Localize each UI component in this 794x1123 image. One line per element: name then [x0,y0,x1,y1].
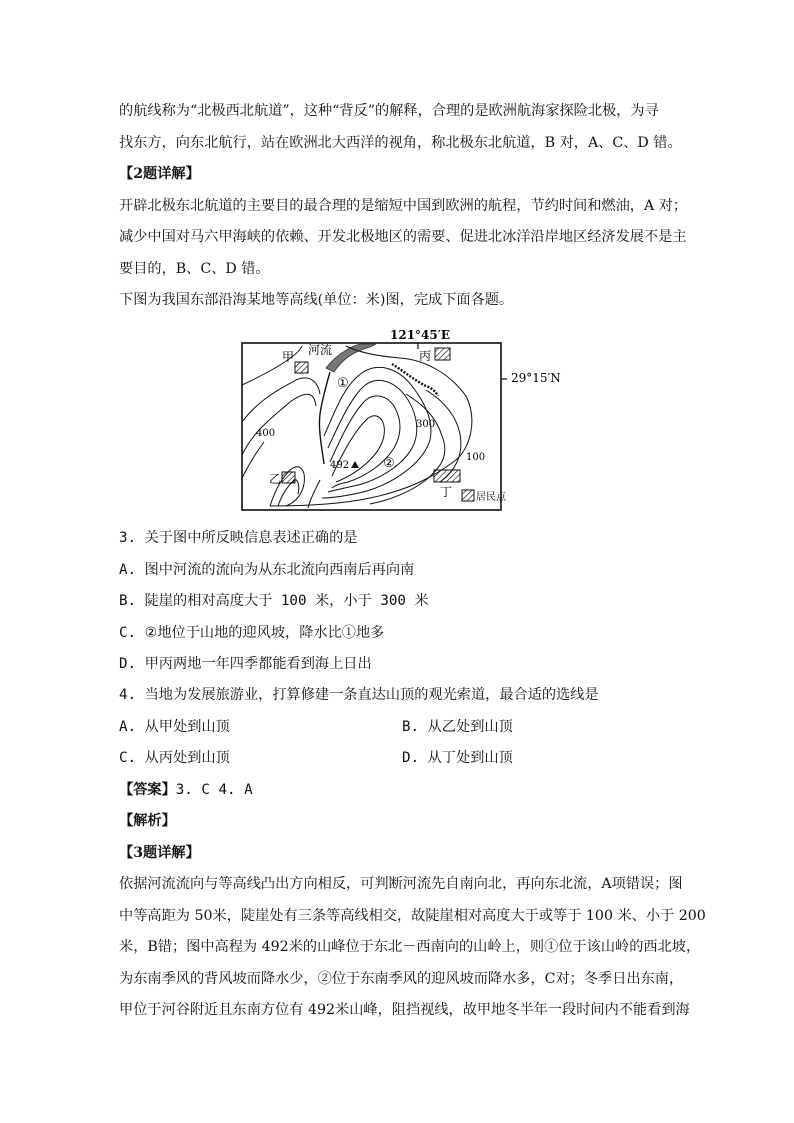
answer-line [119,780,253,800]
settlement-ding [434,470,460,482]
question-intro: 下图为我国东部沿海某地等高线(单位：米)图，完成下面各题。 [119,292,514,308]
option-4d: D. 从丁处到山顶 [402,750,513,766]
paragraph-line: 为东南季风的背风坡而降水少，②位于东南季风的迎风坡而降水多，C对；冬季日出东南， [119,971,684,987]
peak-icon [351,461,359,468]
option-3c: C. ②地位于山地的迎风坡，降水比①地多 [119,625,385,641]
question-3: 3. 关于图中所反映信息表述正确的是 [119,530,358,546]
option-3b: B. 陡崖的相对高度大于 100 米，小于 300 米 [119,593,429,609]
option-4b: B. 从乙处到山顶 [402,719,513,735]
paragraph-line: 减少中国对马六甲海峡的依赖、开发北极地区的需要、促进北冰洋沿岸地区经济发展不是主 [119,229,687,245]
marker-1: ① [337,376,349,391]
legend-settlement-icon [462,490,474,501]
section-heading: 【2题详解】 [119,166,200,182]
answer-label: 【答案】 [119,782,176,798]
answer-text: 3. C 4. A [175,782,253,798]
peak-elevation: 492 [330,460,350,471]
label-yi: 乙 [269,472,282,486]
option-4a: A. 从甲处到山顶 [119,719,230,735]
paragraph-line: 米，B错；图中高程为 492米的山峰位于东北－西南向的山岭上，则①位于该山岭的西北坡， [119,939,701,955]
settlement-yi [282,472,295,483]
cliff-symbol [392,364,438,396]
contour-map [230,328,561,520]
analysis-heading: 【解析】 [119,813,176,829]
contour-label-400: 400 [256,428,276,439]
paragraph-line: 甲位于河谷附近且东南方位有 492米山峰，阻挡视线，故甲地冬半年一段时间内不能看到海 [119,1002,690,1018]
settlement-bing [435,348,450,360]
section-heading-3: 【3题详解】 [119,845,200,861]
marker-2: ② [383,456,395,471]
paragraph-line: 找东方，向东北航行，站在欧洲北大西洋的视角，称北极东北航道，B 对，A、C、D 错。 [119,135,682,151]
contour-label-300: 300 [416,419,436,430]
paragraph-line: 的航线称为“北极西北航道”，这种“背反”的解释，合理的是欧洲航海家探险北极，为寻 [119,103,659,119]
paragraph-line: 依据河流流向与等高线凸出方向相反，可判断河流先自南向北，再向东北流，A项错误；图 [119,876,683,892]
paragraph-line: 要目的，B、C、D 错。 [119,261,270,277]
longitude-label: 121°45′E [390,328,451,342]
river-line [319,372,330,464]
label-bing: 丙 [419,349,432,363]
contour-label-100: 100 [466,452,486,463]
option-3d: D. 甲丙两地一年四季都能看到海上日出 [119,656,372,672]
paragraph-line: 开辟北极东北航道的主要目的最合理的是缩短中国到欧洲的航程，节约时间和燃油，A 对； [119,198,688,214]
legend-label: 居民点 [476,492,506,503]
question-4: 4. 当地为发展旅游业，打算修建一条直达山顶的观光索道，最合适的选线是 [119,687,599,703]
settlement-jia [295,362,308,373]
label-jia: 甲 [282,350,295,364]
label-ding: 丁 [440,485,453,499]
option-3a: A. 图中河流的流向为从东北流向西南后再向南 [119,562,415,578]
river-label: 河流 [308,343,333,357]
latitude-label: 29°15′N [511,371,561,385]
paragraph-line: 中等高距为 50米，陡崖处有三条等高线相交，故陡崖相对高度大于或等于 100 米、小于 200 [119,908,706,924]
option-4c: C. 从丙处到山顶 [119,750,230,766]
